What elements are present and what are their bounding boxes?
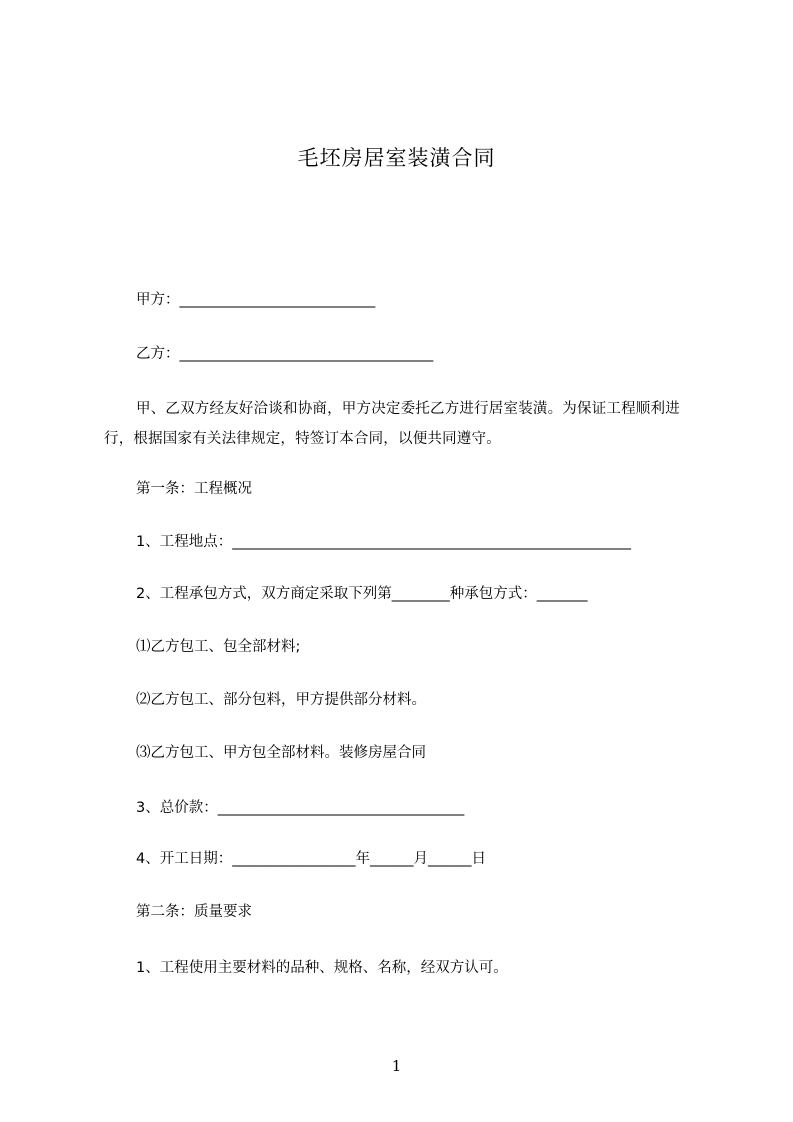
item3-total-price: 3、总价款：__________________________________ bbox=[136, 800, 465, 816]
option2-line: ⑵乙方包工、部分包料，甲方提供部分材料。 bbox=[136, 692, 426, 708]
item2-contract-method: 2、工程承包方式，双方商定采取下列第________种承包方式：_______ bbox=[136, 586, 588, 602]
option3-line: ⑶乙方包工、甲方包全部材料。装修房屋合同 bbox=[136, 745, 426, 761]
intro-paragraph: 甲、乙双方经友好洽谈和协商，甲方决定委托乙方进行居室装潢。为保证工程顺利进行，根据国家有关法律规定，特签订本合同，以便共同遵守。 bbox=[104, 401, 680, 447]
document-title: 毛坯房居室装潢合同 bbox=[297, 146, 496, 170]
party-b-line: 乙方：___________________________________ bbox=[136, 346, 434, 362]
article2-heading: 第二条：质量要求 bbox=[136, 904, 252, 920]
option1-line: ⑴乙方包工、包全部材料; bbox=[136, 639, 301, 655]
article2-item1: 1、工程使用主要材料的品种、规格、名称，经双方认可。 bbox=[136, 960, 508, 976]
article1-heading: 第一条：工程概况 bbox=[136, 481, 252, 497]
party-a-line: 甲方：___________________________ bbox=[136, 292, 376, 308]
item4-start-date: 4、开工日期：_________________年______月______日 bbox=[136, 851, 486, 867]
page-number: 1 bbox=[391, 1057, 402, 1075]
item1-location: 1、工程地点：_______________________________________________________ bbox=[136, 534, 631, 550]
